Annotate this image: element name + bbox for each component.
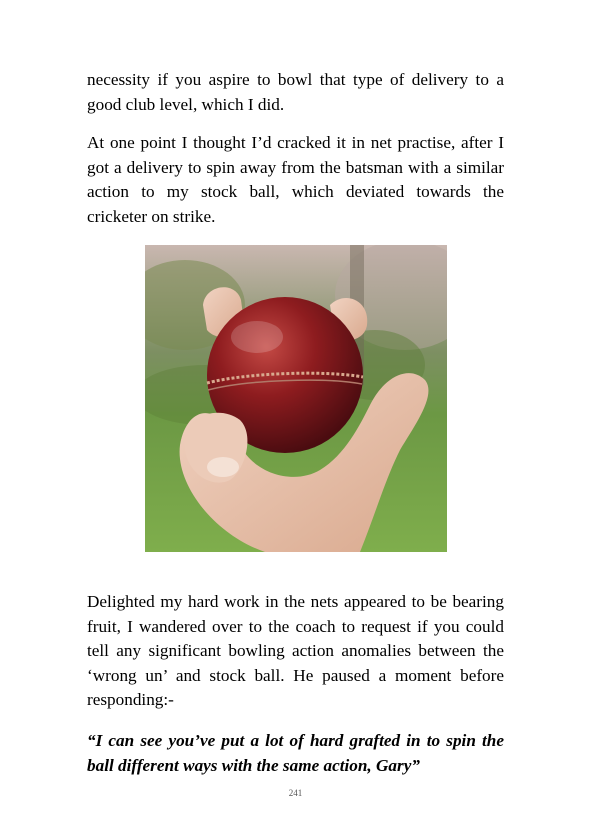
paragraph-3: Delighted my hard work in the nets appeared to be bearing fruit, I wandered over to the coach to request if you could tell any significant bowling action anomalies between the ‘wrong un’ and stock ball. He paused a moment before responding:- xyxy=(87,592,504,709)
coach-quote: “I can see you’ve put a lot of hard grafted in to spin the ball different ways with the same action, Gary” xyxy=(87,731,504,775)
cricket-ball-photo xyxy=(145,245,447,552)
paragraph-2: At one point I thought I’d cracked it in net practise, after I got a delivery to spin away from the batsman with a similar action to my stock ball, which deviated towards the cricketer on strike. xyxy=(87,133,504,226)
paragraph-1: necessity if you aspire to bowl that type of delivery to a good club level, which I did. xyxy=(87,70,504,114)
page-number: 241 xyxy=(288,788,303,798)
